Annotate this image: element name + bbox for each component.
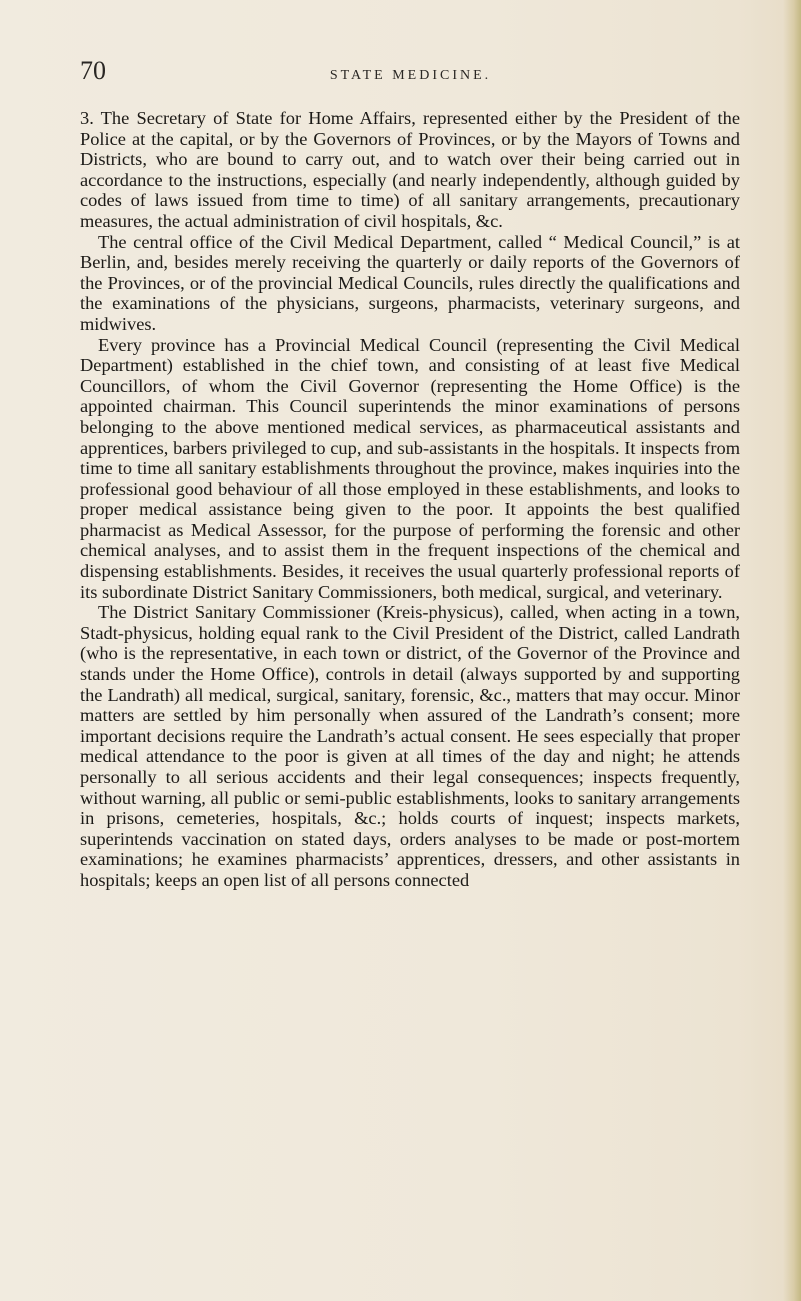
page-number: 70 [80, 56, 106, 85]
paragraph-medical-council: The central office of the Civil Medical Department, called “ Medical Council,” is at Berlin, and, besides merely receiving the quarterly or daily reports of the Governors of the Provinces, or of the provincial Medical Councils, rules directly the qualifications and the examinations of the physicians, surgeons, pharmacists, veterinary surgeons, and midwives. [80, 231, 740, 334]
paragraph-provincial-council: Every province has a Provincial Medical Council (representing the Civil Medical Department) established in the chief town, and consisting of at least five Medical Councillors, of whom the Civil Governor (representing the Home Office) is the appointed chairman. This Council superintends the minor examinations of persons belonging to the above mentioned medical services, as pharmaceutical assistants and apprentices, barbers privileged to cup, and sub-assistants in the hospitals. It inspects from time to time all sanitary establishments throughout the province, makes inquiries into the professional good behaviour of all those employed in these establishments, and looks to proper medical assistance being given to the poor. It appoints the best qualified pharmacist as Medical Assessor, for the purpose of performing the forensic and other chemical analyses, and to assist them in the frequent inspections of the chemical and dispensing establishments. Besides, it receives the usual quarterly professional reports of its subordinate District Sanitary Commissioners, both medical, surgical, and veterinary. [80, 334, 740, 602]
running-head: STATE MEDICINE. [329, 68, 492, 83]
page-edge-shadow [783, 0, 801, 1301]
page-header [80, 58, 741, 86]
paragraph-secretary-of-state: 3. The Secretary of State for Home Affairs, represented either by the President of the Police at the capital, or by the Governors of Provinces, or by the Mayors of Towns and Districts, who are bound to carry out, and to watch over their being carried out in accordance to the instructions, especially (and nearly independently, although guided by codes of laws issued from time to time) of all sanitary arrangements, precautionary measures, the actual administration of civil hospitals, &c. [80, 108, 740, 231]
paragraph-district-commissioner: The District Sanitary Commissioner (Kreis-physicus), called, when acting in a town, Stadt-physicus, holding equal rank to the Civil President of the District, called Landrath (who is the representative, in each town or district, of the Governor of the Province and stands under the Home Office), controls in detail (always supported by and supporting the Landrath) all medical, surgical, sanitary, forensic, &c., matters that may occur. Minor matters are settled by him personally when assured of the Landrath’s consent; more important decisions require the Landrath’s actual consent. He sees especially that proper medical attendance to the poor is given at all times of the day and night; he attends personally to all serious accidents and their legal consequences; inspects frequently, without warning, all public or semi-public establishments, looks to sanitary arrangements in prisons, cemeteries, hospitals, &c.; holds courts of inquest; inspects markets, superintends vaccination on stated days, orders analyses to be made or post-mortem examinations; he examines pharmacists’ apprentices, dressers, and other assistants in hospitals; keeps an open list of all persons connected [80, 602, 740, 890]
body-text [80, 108, 740, 891]
